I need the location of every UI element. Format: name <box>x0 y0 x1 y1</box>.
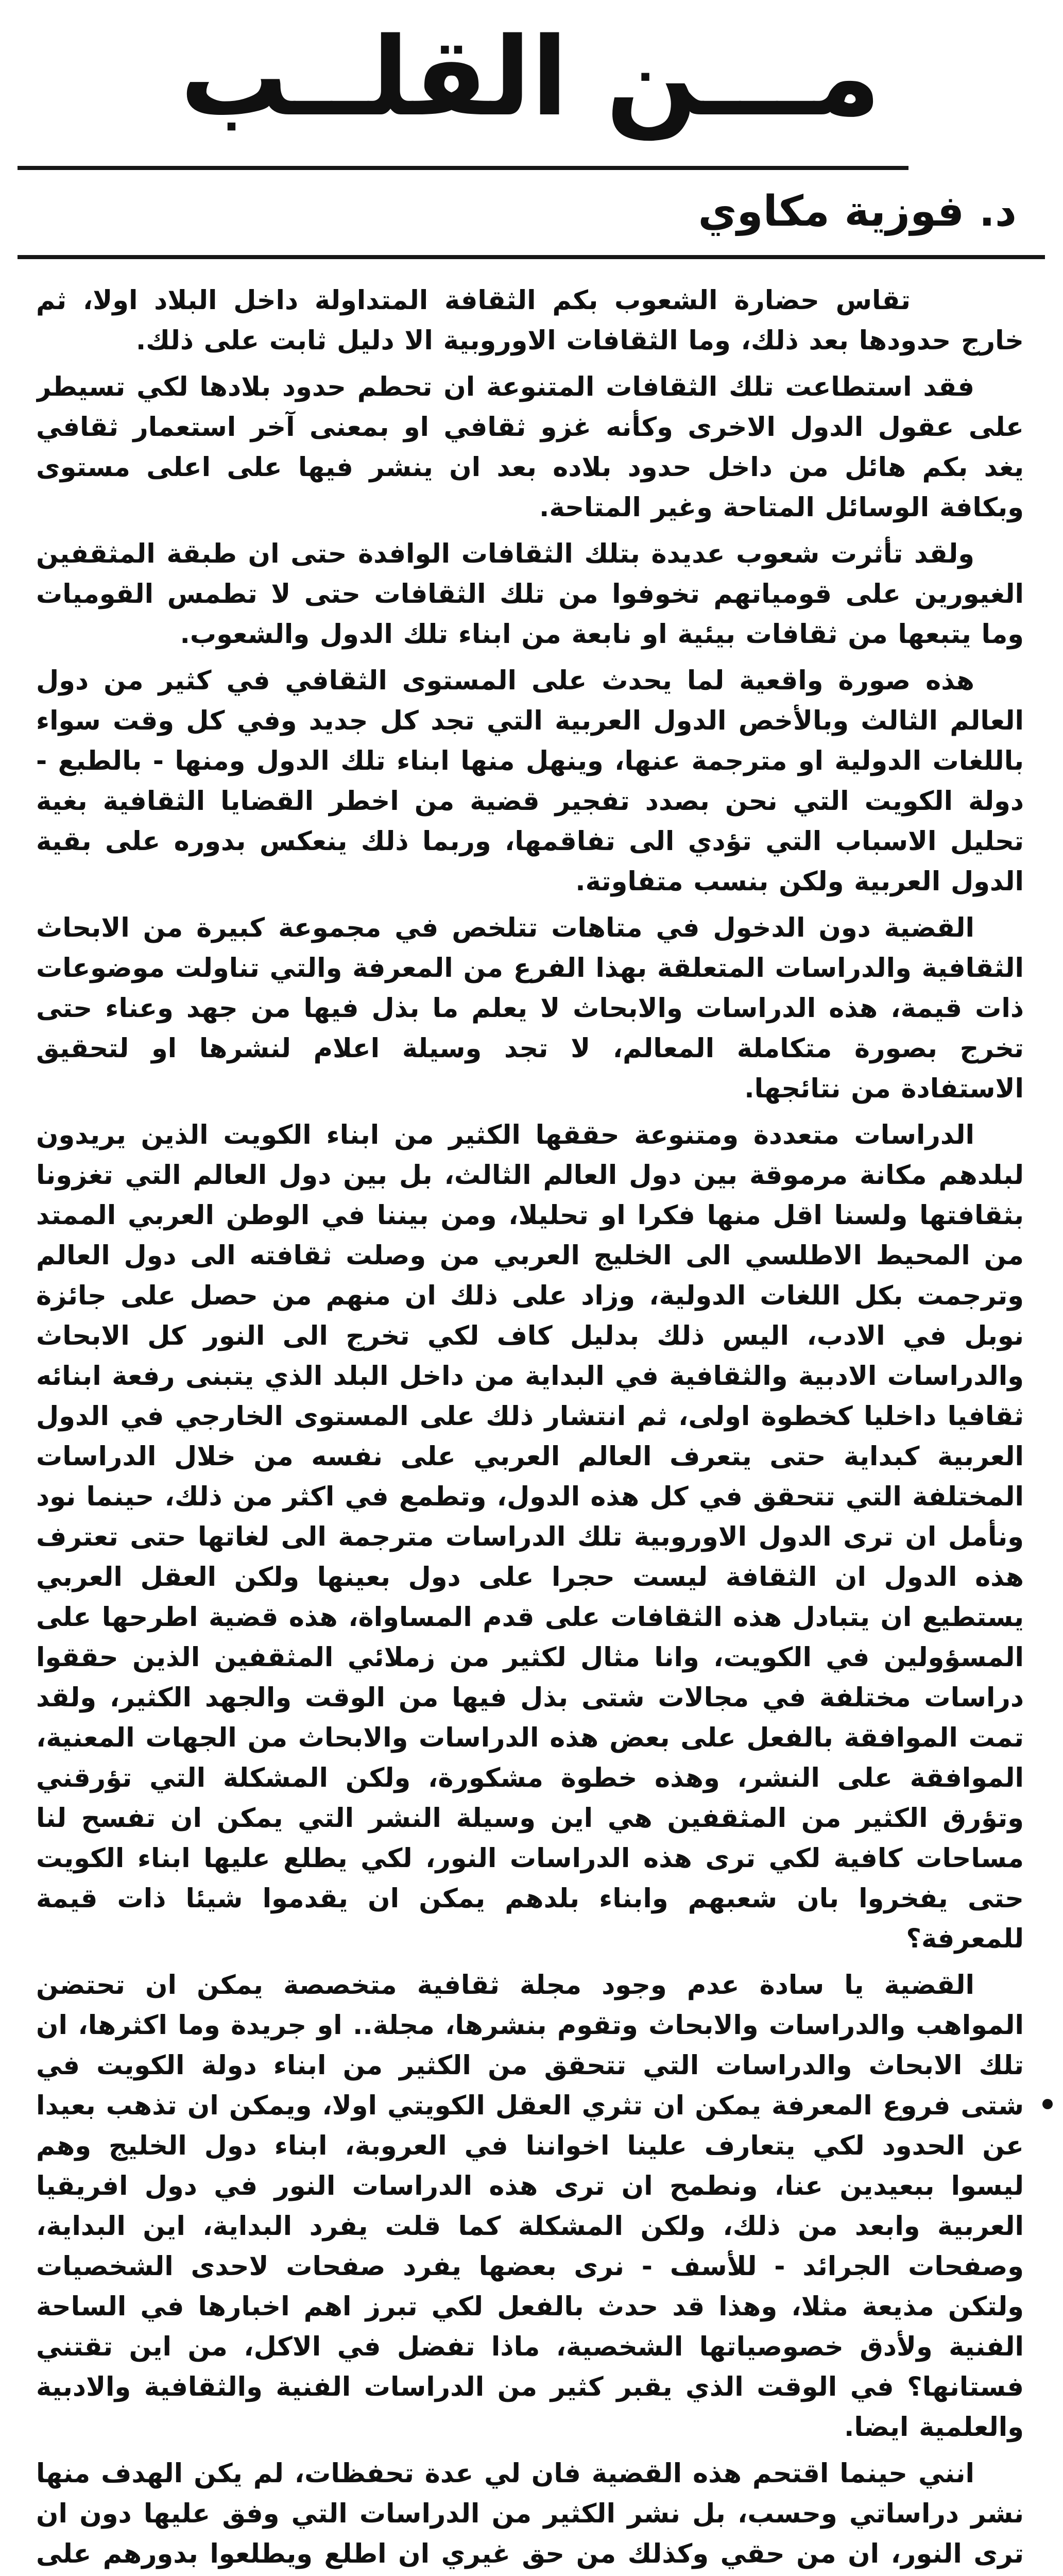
paragraph: ولقد تأثرت شعوب عديدة بتلك الثقافات الوافدة حتى ان طبقة المثقفين الغيورين على قومياتهم تخوفوا من تلك الثقافات حتى لا تطمس القوميات وما يتبعها من ثقافات بيئية او نابعة من ابناء تلك الدول والشعوب. <box>36 539 1024 650</box>
paragraph: الدراسات متعددة ومتنوعة حققها الكثير من ابناء الكويت الذين يريدون لبلدهم مكانة مرموقة بين دول العالم الثالث، بل بين دول العالم التي تغزونا بثقافتها ولسنا اقل منها فكرا او تحليلا، ومن بيننا في الوطن العربي الممتد من المحيط الاطلسي الى الخليج العربي من وصلت ثقافته الى دول العالم وترجمت بكل اللغات الدولية، وزاد على ذلك ان منهم من حصل على جائزة نوبل في الادب، اليس ذلك بدليل كاف لكي تخرج الى النور كل الابحاث والدراسات الادبية والثقافية في البداية من داخل البلد الذي يتبنى رفعة ابنائه ثقافيا داخليا كخطوة اولى، ثم انتشار ذلك على المستوى الخارجي في الدول العربية كبداية حتى يتعرف العالم العربي على نفسه من خلال الدراسات المختلفة التي تتحقق في كل هذه الدول، وتطمع في اكثر من ذلك، حينما نود ونأمل ان ترى الدول الاوروبية تلك الدراسات مترجمة الى لغاتها حتى تعترف هذه الدول ان الثقافة ليست حجرا على دول بعينها ولكن العقل العربي يستطيع ان يتبادل هذه الثقافات على قدم المساواة، هذه قضية اطرحها على المسؤولين في الكويت، وانا مثال لكثير من زملائي المثقفين الذين حققوا دراسات مختلفة في مجالات شتى بذل فيها من الوقت والجهد الكثير، ولقد تمت الموافقة بالفعل على بعض هذه الدراسات والابحاث من الجهات المعنية، الموافقة على النشر، وهذه خطوة مشكورة، ولكن المشكلة التي تؤرقني وتؤرق الكثير من المثقفين هي اين وسيلة النشر التي يمكن ان تفسح لنا مساحات كافية لكي ترى هذه الدراسات النور، لكي يطلع عليها ابناء الكويت حتى يفخروا بان شعبهم وابناء بلدهم يمكن ان يقدموا شيئا ذات قيمة للمعرفة؟ <box>36 1120 1024 1954</box>
title-divider <box>18 166 908 170</box>
header <box>180 10 881 144</box>
article-body <box>36 281 1024 2576</box>
paragraph: هذه صورة واقعية لما يحدث على المستوى الثقافي في كثير من دول العالم الثالث وبالأخص الدول العربية التي تجد كل جديد وفي كل وقت سواء باللغات الدولية او مترجمة عنها، وينهل منها ابناء تلك الدول ومنها - بالطبع - دولة الكويت التي نحن بصدد تفجير قضية من اخطر القضايا الثقافية بغية تحليل الاسباب التي تؤدي الى تفاقمها، وربما ذلك ينعكس بدوره على بقية الدول العربية ولكن بنسب متفاوتة. <box>36 666 1024 897</box>
paragraph: فقد استطاعت تلك الثقافات المتنوعة ان تحطم حدود بلادها لكي تسيطر على عقول الدول الاخرى وكأنه غزو ثقافي او بمعنى آخر استعمار ثقافي يغد بكم هائل من داخل حدود بلاده بعد ان ينشر فيها على اعلى مستوى وبكافة الوسائل المتاحة وغير المتاحة. <box>36 372 1024 523</box>
paragraph: القضية يا سادة عدم وجود مجلة ثقافية متخصصة يمكن ان تحتضن المواهب والدراسات والابحاث وتقوم بنشرها، مجلة.. او جريدة وما اكثرها، ان تلك الابحاث والدراسات التي تتحقق من الكثير من ابناء دولة الكويت في شتى فروع المعرفة يمكن ان تثري العقل الكويتي اولا، ويمكن ان تذهب بعيدا عن الحدود لكي يتعارف علينا اخواننا في العروبة، ابناء دول الخليج وهم ليسوا ببعيدين عنا، ونطمح ان ترى هذه الدراسات النور في دول افريقيا العربية وابعد من ذلك، ولكن المشكلة كما قلت يفرد البداية، اين البداية، وصفحات الجرائد - للأسف - نرى بعضها يفرد صفحات لاحدى الشخصيات ولتكن مذيعة مثلا، وهذا قد حدث بالفعل لكي تبرز اهم اخبارها في الساحة الفنية ولأدق خصوصياتها الشخصية، ماذا تفضل في الاكل، من اين تقتني فستانها؟ في الوقت الذي يقبر كثير من الدراسات الفنية والثقافية والادبية والعلمية ايضا. <box>36 1970 1024 2443</box>
author-divider <box>18 255 1045 259</box>
paragraph: انني حينما اقتحم هذه القضية فان لي عدة تحفظات، لم يكن الهدف منها نشر دراساتي وحسب، بل نشر الكثير من الدراسات التي وفق عليها دون ان ترى النور، ان من حقي وكذلك من حق غيري ان اطلع ويطلعوا بدورهم على <box>36 2459 1024 2569</box>
paragraph: تقاس حضارة الشعوب بكم الثقافة المتداولة داخل البلاد اولا، ثم خارج حدودها بعد ذلك، وما الثقافات الاوروبية الا دليل ثابت على ذلك. <box>36 285 1024 356</box>
paragraph: القضية دون الدخول في متاهات تتلخص في مجموعة كبيرة من الابحاث الثقافية والدراسات المتعلقة بهذا الفرع من المعرفة والتي تناولت موضوعات ذات قيمة، هذه الدراسات والابحاث لا يعلم ما بذل فيها من جهد وعناء حتى تخرج بصورة متكاملة المعالم، لا تجد وسيلة اعلام لنشرها او لتحقيق الاستفادة من نتائجها. <box>36 913 1024 1104</box>
column-title: مـــن القلــب <box>180 14 881 140</box>
author-name: د. فوزية مكاوي <box>698 187 1017 236</box>
margin-dot <box>1042 2099 1053 2109</box>
margin-mark <box>1039 2081 1056 2128</box>
